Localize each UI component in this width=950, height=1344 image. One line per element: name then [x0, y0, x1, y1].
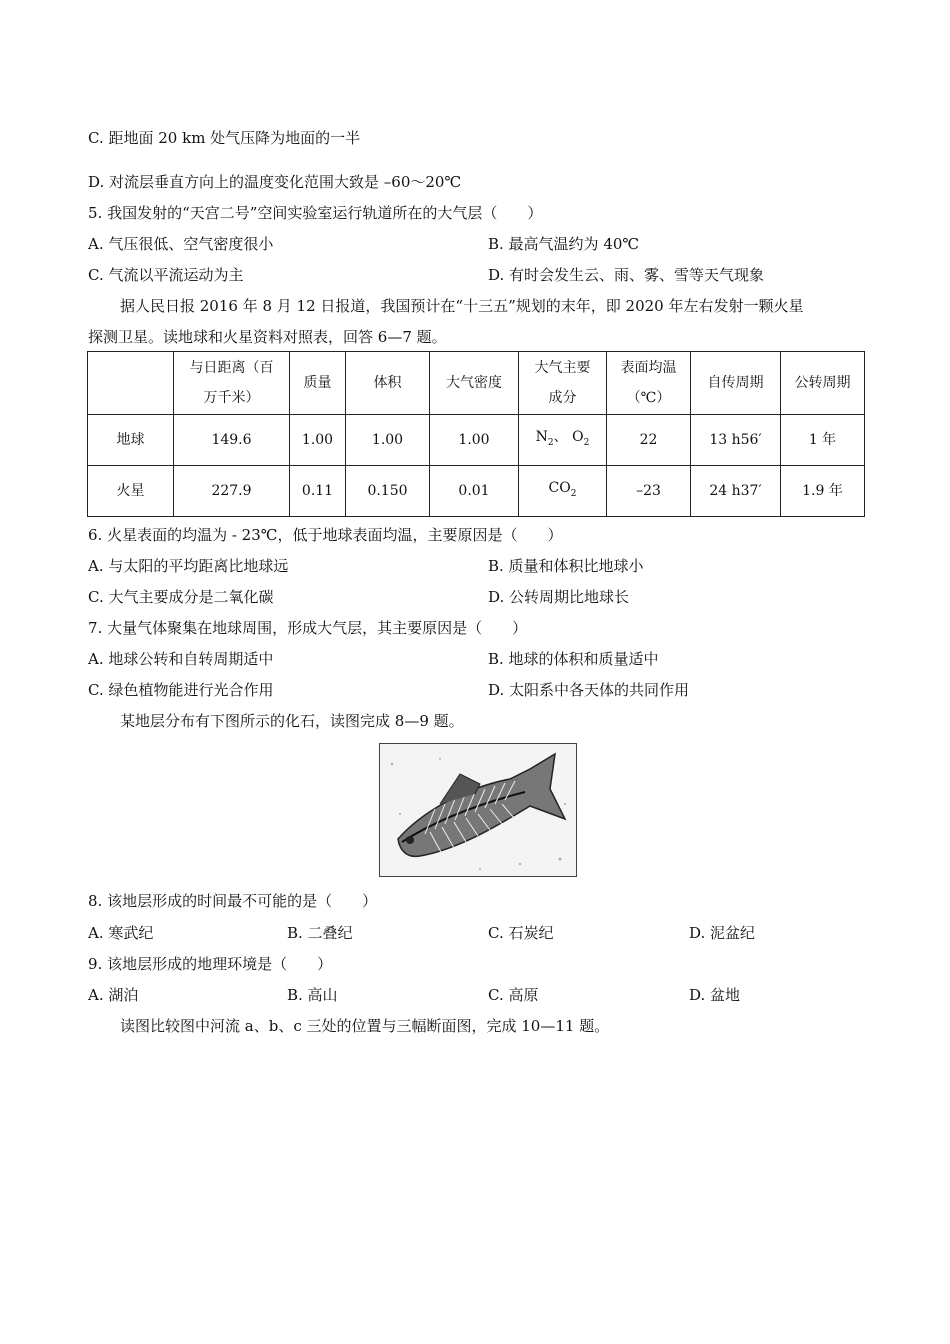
q6-option-d: D. 公转周期比地球长 — [488, 588, 630, 606]
table-header-row — [88, 352, 865, 415]
q7-option-a: A. 地球公转和自转周期适中 — [88, 650, 274, 668]
header-rotation: 自传周期 — [691, 352, 781, 415]
q7-option-b: B. 地球的体积和质量适中 — [488, 650, 659, 668]
header-volume: 体积 — [346, 352, 430, 415]
fish-fossil-image — [379, 743, 577, 877]
q5-option-a: A. 气压很低、空气密度很小 — [88, 235, 274, 253]
q8-option-a: A. 寒武纪 — [88, 924, 154, 942]
q6-option-c: C. 大气主要成分是二氧化碳 — [88, 588, 274, 606]
option-c-text: C. 距地面 20 km 处气压降为地面的一半 — [88, 129, 361, 147]
header-distance: 与日距离（百 万千米） — [174, 352, 290, 415]
q9-option-b: B. 高山 — [287, 986, 338, 1004]
cell-density: 0.01 — [430, 466, 519, 517]
header-empty — [88, 352, 174, 415]
cell-revolution: 1 年 — [781, 415, 865, 466]
intro-paragraph-line2: 探测卫星。读地球和火星资料对照表，回答 6—7 题。 — [88, 328, 447, 346]
cell-name: 火星 — [88, 466, 174, 517]
q5-option-d: D. 有时会发生云、雨、雾、雪等天气现象 — [488, 266, 765, 284]
question-5: 5. 我国发射的“天宫二号”空间实验室运行轨道所在的大气层（ ） — [88, 204, 543, 222]
header-revolution: 公转周期 — [781, 352, 865, 415]
q9-option-a: A. 湖泊 — [88, 986, 139, 1004]
question-7: 7. 大量气体聚集在地球周围，形成大气层，其主要原因是（ ） — [88, 619, 528, 637]
q6-option-b: B. 质量和体积比地球小 — [488, 557, 644, 575]
q8-option-b: B. 二叠纪 — [287, 924, 353, 942]
q5-option-b: B. 最高气温约为 40℃ — [488, 235, 640, 253]
cell-name: 地球 — [88, 415, 174, 466]
q9-option-d: D. 盆地 — [689, 986, 741, 1004]
q9-option-c: C. 高原 — [488, 986, 539, 1004]
cell-atmosphere: $CO_2$ — [519, 466, 607, 517]
question-9: 9. 该地层形成的地理环境是（ ） — [88, 955, 333, 973]
header-density: 大气密度 — [430, 352, 519, 415]
table-row-earth — [88, 415, 865, 466]
river-intro: 读图比较图中河流 a、b、c 三处的位置与三幅断面图，完成 10—11 题。 — [120, 1017, 610, 1035]
intro-paragraph-line1: 据人民日报 2016 年 8 月 12 日报道，我国预计在“十三五”规划的末年，即 2020 年左右发射一颗火星 — [120, 297, 804, 315]
q8-option-c: C. 石炭纪 — [488, 924, 554, 942]
cell-density: 1.00 — [430, 415, 519, 466]
q6-option-a: A. 与太阳的平均距离比地球远 — [88, 557, 289, 575]
cell-distance: 227.9 — [174, 466, 290, 517]
option-d-text: D. 对流层垂直方向上的温度变化范围大致是 –60～20℃ — [88, 173, 462, 191]
q7-option-c: C. 绿色植物能进行光合作用 — [88, 681, 274, 699]
cell-volume: 0.150 — [346, 466, 430, 517]
fossil-intro: 某地层分布有下图所示的化石，读图完成 8—9 题。 — [120, 712, 464, 730]
earth-mars-comparison-table — [87, 351, 865, 517]
cell-volume: 1.00 — [346, 415, 430, 466]
cell-temperature: –23 — [607, 466, 691, 517]
cell-revolution: 1.9 年 — [781, 466, 865, 517]
question-8: 8. 该地层形成的时间最不可能的是（ ） — [88, 892, 378, 910]
cell-rotation: 13 h56′ — [691, 415, 781, 466]
cell-mass: 0.11 — [290, 466, 346, 517]
header-mass: 质量 — [290, 352, 346, 415]
cell-temperature: 22 — [607, 415, 691, 466]
table-row-mars — [88, 466, 865, 517]
cell-rotation: 24 h37′ — [691, 466, 781, 517]
cell-atmosphere: $N_2$、 $O_2$ — [519, 415, 607, 466]
header-atmosphere: 大气主要 成分 — [519, 352, 607, 415]
cell-mass: 1.00 — [290, 415, 346, 466]
q5-option-c: C. 气流以平流运动为主 — [88, 266, 244, 284]
question-6: 6. 火星表面的均温为 - 23℃，低于地球表面均温，主要原因是（ ） — [88, 526, 563, 544]
cell-distance: 149.6 — [174, 415, 290, 466]
q7-option-d: D. 太阳系中各天体的共同作用 — [488, 681, 690, 699]
q8-option-d: D. 泥盆纪 — [689, 924, 756, 942]
fish-fossil-icon — [380, 744, 576, 876]
header-temperature: 表面均温 （℃） — [607, 352, 691, 415]
